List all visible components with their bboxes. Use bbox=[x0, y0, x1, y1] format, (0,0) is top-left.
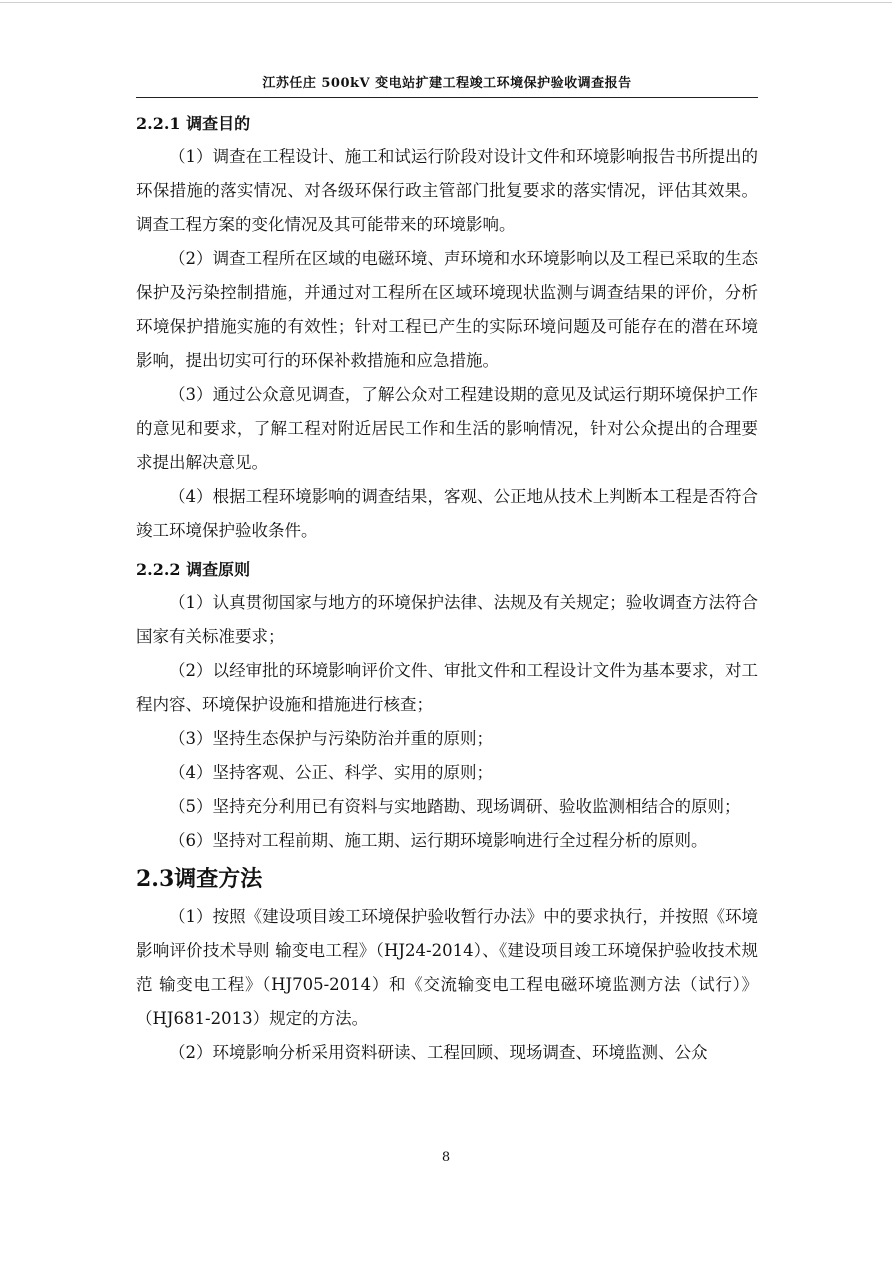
paragraph: （4）坚持客观、公正、科学、实用的原则； bbox=[169, 763, 493, 782]
document-page bbox=[136, 72, 758, 1070]
paragraph: （6）坚持对工程前期、施工期、运行期环境影响进行全过程分析的原则。 bbox=[169, 831, 708, 850]
paragraph: （2）环境影响分析采用资料研读、工程回顾、现场调查、环境监测、公众 bbox=[169, 1043, 708, 1062]
section-heading-2-2-1: 2.2.1 调查目的 bbox=[136, 114, 251, 133]
paragraph: （5）坚持充分利用已有资料与实地踏勘、现场调研、验收监测相结合的原则； bbox=[169, 797, 741, 816]
paragraph: （1）认真贯彻国家与地方的环境保护法律、法规及有关规定；验收调查方法符合国家有关标准要求； bbox=[136, 593, 758, 646]
running-header: 江苏任庄 500kV 变电站扩建工程竣工环境保护验收调查报告 bbox=[136, 72, 758, 98]
page-number: 8 bbox=[441, 1150, 451, 1165]
paragraph: （3）通过公众意见调查，了解公众对工程建设期的意见及试运行期环境保护工作的意见和要求，了解工程对附近居民工作和生活的影响情况，针对公众提出的合理要求提出解决意见。 bbox=[136, 385, 758, 472]
paragraph: （2）调查工程所在区域的电磁环境、声环境和水环境影响以及工程已采取的生态保护及污染控制措施，并通过对工程所在区域环境现状监测与调查结果的评价，分析环境保护措施实施的有效性；针对工程已产生的实际环境问题及可能存在的潜在环境影响，提出切实可行的环保补救措施和应急措施。 bbox=[136, 249, 758, 370]
paragraph: （1）按照《建设项目竣工环境保护验收暂行办法》中的要求执行，并按照《环境影响评价技术导则 输变电工程》（HJ24-2014）、《建设项目竣工环境保护验收技术规范 输变电工程》（HJ705-2014）和《交流输变电工程电磁环境监测方法（试行）》（HJ681-2013）规定的方法。 bbox=[136, 907, 758, 1028]
section-heading-2-2-2: 2.2.2 调查原则 bbox=[136, 560, 251, 579]
paragraph: （3）坚持生态保护与污染防治并重的原则； bbox=[169, 729, 493, 748]
paragraph: （1）调查在工程设计、施工和试运行阶段对设计文件和环境影响报告书所提出的环保措施的落实情况、对各级环保行政主管部门批复要求的落实情况，评估其效果。调查工程方案的变化情况及其可能带来的环境影响。 bbox=[136, 147, 758, 234]
paragraph: （4）根据工程环境影响的调查结果，客观、公正地从技术上判断本工程是否符合竣工环境保护验收条件。 bbox=[136, 487, 758, 540]
paragraph: （2）以经审批的环境影响评价文件、审批文件和工程设计文件为基本要求，对工程内容、环境保护设施和措施进行核查； bbox=[136, 661, 758, 714]
section-heading-2-3: 2.3调查方法 bbox=[136, 866, 263, 892]
top-border-line bbox=[0, 2, 892, 3]
